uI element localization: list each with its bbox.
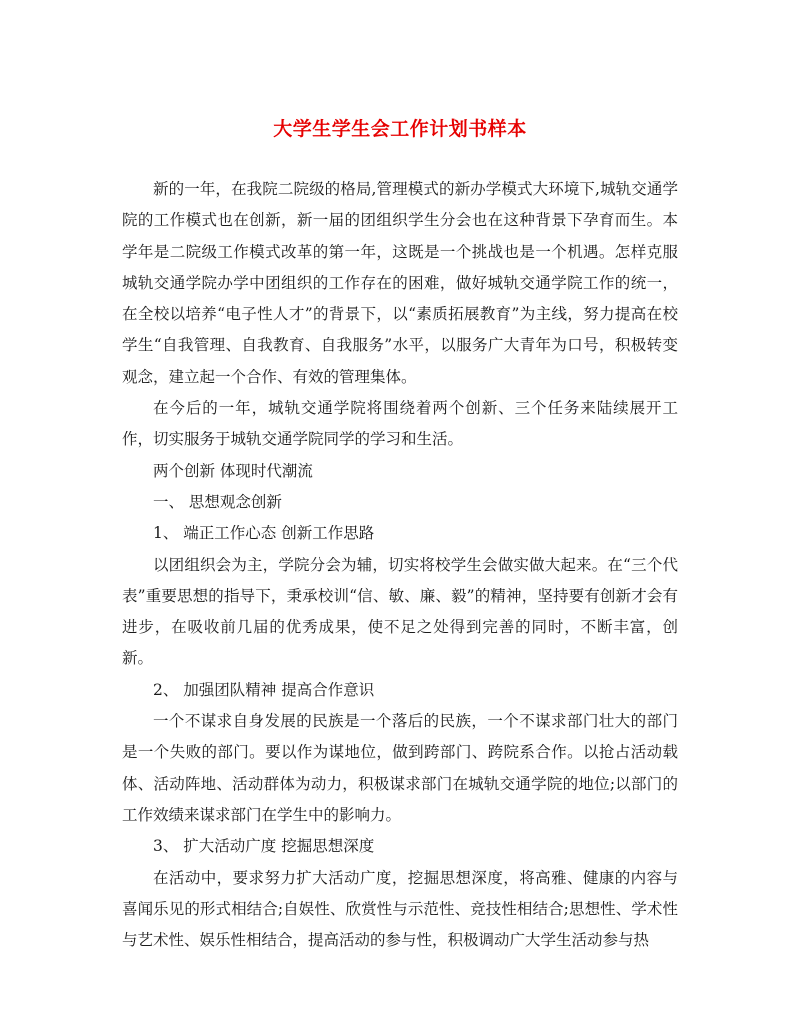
subsection-heading: 3、 扩大活动广度 挖掘思想深度 [153,837,375,856]
paragraph: 新的一年，在我院二院级的格局,管理模式的新办学模式大环境下,城轨交通学院的工作模式也在创新，新一届的团组织学生分会也在这种背景下孕育而生。本学年是二院级工作模式改革的第一年，这既是一个挑战也是一个机遇。怎样克服城轨交通学院办学中团组织的工作存在的困难，做好城轨交通学院工作的统一，在全校以培养“电子性人才”的背景下，以“素质拓展教育”为主线，努力提高在校学生“自我管理、自我教育、自我服务”水平，以服务广大青年为口号，积极转变观念，建立起一个合作、有效的管理集体。 [122,180,678,386]
paragraph: 以团组织会为主，学院分会为辅，切实将校学生会做实做大起来。在“三个代表”重要思想的指导下，秉承校训“信、敏、廉、毅”的精神，坚持要有创新才会有进步，在吸收前几届的优秀成果，使不足之处得到完善的同时，不断丰富，创新。 [122,555,678,668]
document-title: 大学生学生会工作计划书样本 [273,118,527,140]
subsection-heading: 2、 加强团队精神 提高合作意识 [153,680,375,699]
document-body [122,174,678,956]
paragraph: 在活动中，要求努力扩大活动广度，挖掘思想深度，将高雅、健康的内容与喜闻乐见的形式相结合;自娱性、欣赏性与示范性、竞技性相结合;思想性、学术性与艺术性、娱乐性相结合，提高活动的参与性，积极调动广大学生活动参与热 [122,868,678,950]
subsection-heading: 1、 端正工作心态 创新工作思路 [153,524,375,543]
paragraph: 在今后的一年，城轨交通学院将围绕着两个创新、三个任务来陆续展开工作，切实服务于城轨交通学院同学的学习和生活。 [122,399,678,449]
section-heading: 两个创新 体现时代潮流 [153,461,313,480]
section-heading: 一、 思想观念创新 [153,492,282,511]
paragraph: 一个不谋求自身发展的民族是一个落后的民族，一个不谋求部门壮大的部门是一个失败的部门。要以作为谋地位，做到跨部门、跨院系合作。以抢占活动载体、活动阵地、活动群体为动力，积极谋求部门在城轨交通学院的地位;以部门的工作效绩来谋求部门在学生中的影响力。 [122,712,678,824]
